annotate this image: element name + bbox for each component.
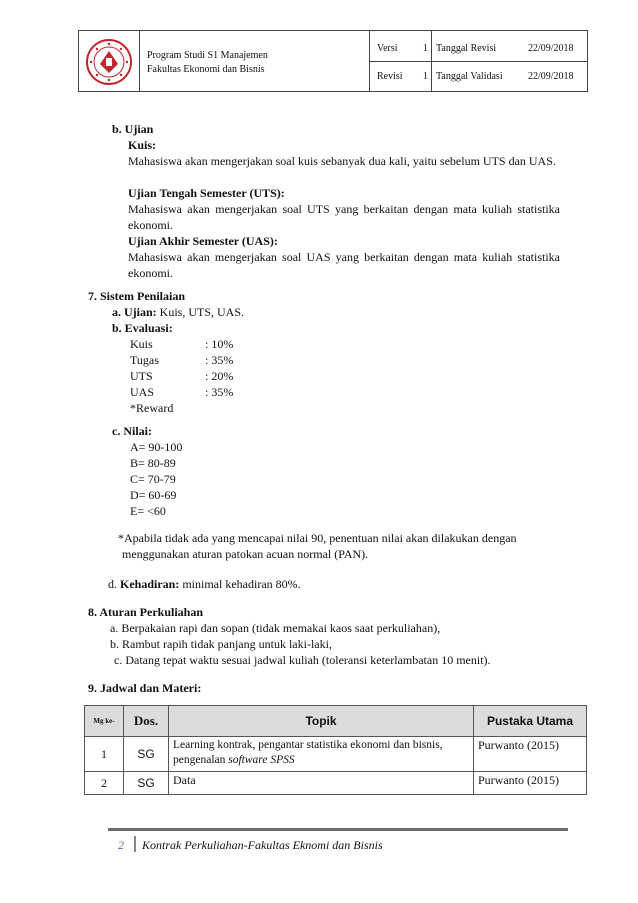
versi-label: Versi	[377, 43, 398, 54]
tanggal-validasi-label: Tanggal Validasi	[436, 71, 503, 82]
uts-title: Ujian Tengah Semester (UTS):	[128, 186, 285, 200]
evaluasi-name: UAS	[130, 385, 155, 399]
evaluasi-label: b. Evaluasi:	[112, 321, 173, 335]
revisi-value: 1	[423, 71, 428, 82]
evaluasi-value: : 35%	[205, 353, 234, 367]
header-pustaka: Pustaka Utama	[474, 706, 587, 737]
uas-title: Ujian Akhir Semester (UAS):	[128, 234, 278, 248]
nilai-item: B= 80-89	[130, 456, 176, 470]
reward-note: *Reward	[130, 401, 174, 415]
aturan-item: c. Datang tepat waktu sesuai jadwal kuliah (toleransi keterlambatan 10 menit).	[114, 653, 491, 667]
versi-value: 1	[423, 43, 428, 54]
evaluasi-name: Tugas	[130, 353, 159, 367]
document-header	[78, 30, 588, 92]
cell-topik: Data	[169, 772, 474, 795]
cell-dos: SG	[124, 772, 169, 795]
header-mg: Mg ke-	[85, 706, 124, 737]
table-row	[85, 737, 587, 772]
faculty-name: Fakultas Ekonomi dan Bisnis	[147, 64, 265, 75]
cell-dos: SG	[124, 737, 169, 772]
aturan-item: b. Rambut rapih tidak panjang untuk laki-laki,	[110, 637, 332, 651]
tanggal-validasi-value: 22/09/2018	[528, 71, 574, 82]
nilai-label: c. Nilai:	[112, 424, 152, 438]
kuis-text: Mahasiswa akan mengerjakan soal kuis sebanyak dua kali, yaitu sebelum UTS dan UAS.	[128, 154, 556, 168]
evaluasi-name: Kuis	[130, 337, 153, 351]
university-logo	[85, 38, 133, 86]
footer-divider	[134, 836, 136, 852]
evaluasi-name: UTS	[130, 369, 153, 383]
evaluasi-value: : 10%	[205, 337, 234, 351]
tanggal-revisi-value: 22/09/2018	[528, 43, 574, 54]
nilai-item: D= 60-69	[130, 488, 177, 502]
table-header-row	[85, 706, 587, 737]
pan-note-line2: menggunakan aturan patokan acuan normal (PAN).	[122, 547, 369, 561]
uas-text: Mahasiswa akan mengerjakan soal UAS yang berkaitan dengan mata kuliah statistika ekonomi.	[128, 250, 560, 280]
uts-text: Mahasiswa akan mengerjakan soal UTS yang berkaitan dengan mata kuliah statistika ekonomi.	[128, 202, 560, 232]
tanggal-revisi-label: Tanggal Revisi	[436, 43, 497, 54]
sistem-penilaian-heading: 7. Sistem Penilaian	[88, 289, 186, 303]
program-name: Program Studi S1 Manajemen	[147, 50, 268, 61]
ujian-line: a. Ujian: Kuis, UTS, UAS.	[112, 305, 245, 319]
aturan-heading: 8. Aturan Perkuliahan	[88, 605, 204, 619]
pan-note-line1: *Apabila tidak ada yang mencapai nilai 90, penentuan nilai akan dilakukan dengan	[118, 531, 517, 545]
cell-mg: 1	[85, 737, 124, 772]
evaluasi-value: : 20%	[205, 369, 234, 383]
cell-mg: 2	[85, 772, 124, 795]
cell-topik: Learning kontrak, pengantar statistika ekonomi dan bisnis, pengenalan software SPSS	[169, 737, 474, 772]
revisi-label: Revisi	[377, 71, 403, 82]
table-row	[85, 772, 587, 795]
header-dos: Dos.	[124, 706, 169, 737]
aturan-item: a. Berpakaian rapi dan sopan (tidak memakai kaos saat perkuliahan),	[110, 621, 441, 635]
evaluasi-value: : 35%	[205, 385, 234, 399]
kuis-title: Kuis:	[128, 138, 157, 152]
footer-text: Kontrak Perkuliahan-Fakultas Eknomi dan Bisnis	[142, 838, 383, 852]
header-topik: Topik	[169, 706, 474, 737]
nilai-item: E= <60	[130, 504, 166, 518]
cell-pustaka: Purwanto (2015)	[474, 772, 587, 795]
nilai-item: A= 90-100	[130, 440, 183, 454]
jadwal-heading: 9. Jadwal dan Materi:	[88, 681, 202, 695]
cell-pustaka: Purwanto (2015)	[474, 737, 587, 772]
footer-rule	[108, 828, 568, 831]
kehadiran-line: d. Kehadiran: minimal kehadiran 80%.	[108, 577, 301, 591]
ujian-heading: b. Ujian	[112, 122, 154, 136]
page-number: 2	[118, 838, 124, 852]
jadwal-table	[84, 705, 587, 795]
nilai-item: C= 70-79	[130, 472, 176, 486]
